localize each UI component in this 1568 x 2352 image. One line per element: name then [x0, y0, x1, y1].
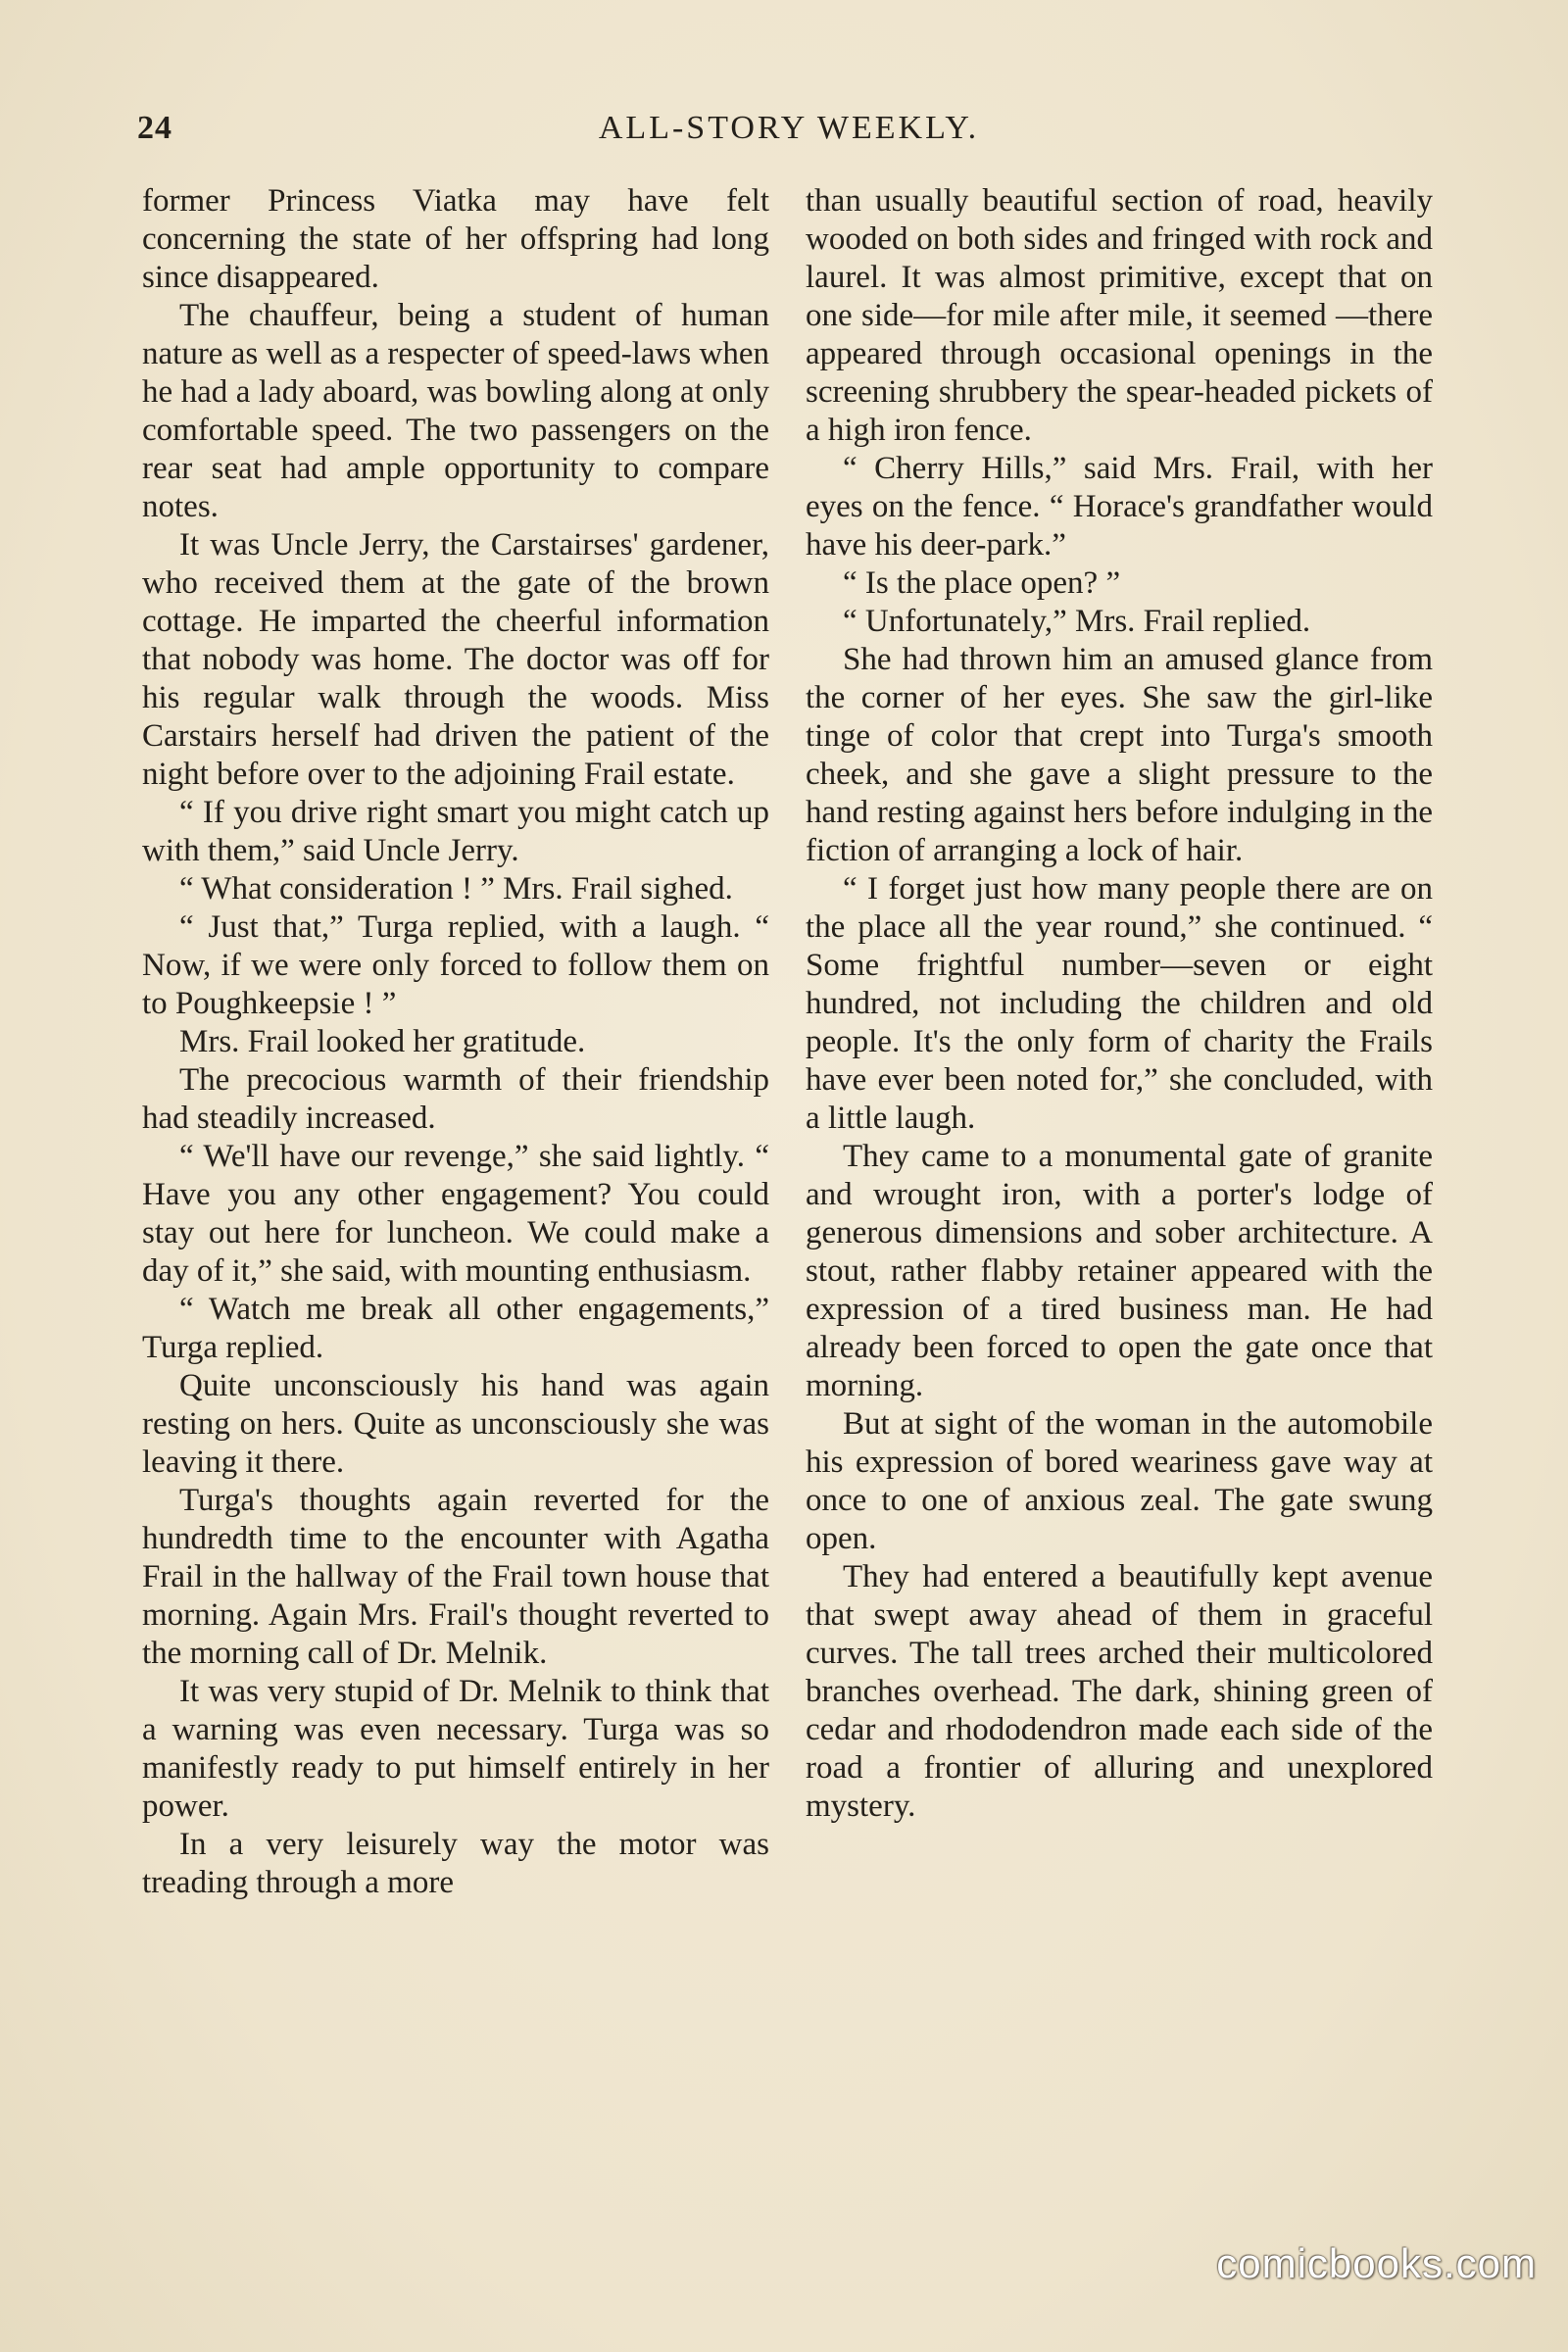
page-number: 24 — [137, 110, 172, 146]
paragraph: It was Uncle Jerry, the Carstairses' gardener, who received them at the gate of the brown cottage. He imparted the cheerful information that nobody was home. The doctor was off for his regular walk through the woods. Miss Carstairs herself had driven the patient of the night before over to the adjoining Frail estate. — [142, 527, 769, 792]
paragraph: The precocious warmth of their friendship had steadily increased. — [142, 1062, 769, 1136]
paragraph: than usually beautiful section of road, heavily wooded on both sides and fringed with rock and laurel. It was almost primitive, except that on one side—for mile after mile, it seemed —there appeared through occasional openings in the screening shrubbery the spear-headed pickets of a high iron fence. — [806, 183, 1433, 448]
paragraph: Turga's thoughts again reverted for the hundredth time to the encounter with Agatha Frail in the hallway of the Frail town house that morning. Again Mrs. Frail's thought reverted to the morning call of Dr. Melnik. — [142, 1483, 769, 1671]
paragraph: Mrs. Frail looked her gratitude. — [179, 1024, 586, 1059]
left-column — [142, 182, 769, 1902]
paragraph: “ Watch me break all other engagements,” Turga replied. — [142, 1292, 769, 1365]
paragraph: “ What consideration ! ” Mrs. Frail sighed. — [179, 871, 733, 906]
paragraph: The chauffeur, being a student of human nature as well as a respecter of speed-laws when he had a lady aboard, was bowling along at only comfortable speed. The two passengers on the rear seat had ample opportunity to compare notes. — [142, 298, 769, 524]
paragraph: former Princess Viatka may have felt concerning the state of her offspring had long since disappeared. — [142, 183, 769, 295]
paragraph: Quite unconsciously his hand was again resting on hers. Quite as unconsciously she was leaving it there. — [142, 1368, 769, 1480]
paragraph: “ I forget just how many people there are on the place all the year round,” she continued. “ Some frightful number—seven or eight hundred, not including the children and old people. It's the only form of charity the Frails have ever been noted for,” she concluded, with a little laugh. — [806, 871, 1433, 1136]
paragraph: “ If you drive right smart you might catch up with them,” said Uncle Jerry. — [142, 795, 769, 868]
watermark-logo: comicbooks.com — [1216, 2240, 1537, 2286]
paragraph: It was very stupid of Dr. Melnik to think that a warning was even necessary. Turga was so manifestly ready to put himself entirely in her power. — [142, 1674, 769, 1824]
right-column — [806, 182, 1433, 1826]
paragraph: They had entered a beautifully kept avenue that swept away ahead of them in graceful curves. The tall trees arched their multicolored branches overhead. The dark, shining green of cedar and rhododendron made each side of the road a frontier of alluring and unexplored mystery. — [806, 1559, 1433, 1824]
paragraph: She had thrown him an amused glance from the corner of her eyes. She saw the girl-like tinge of color that crept into Turga's smooth cheek, and she gave a slight pressure to the hand resting against hers before indulging in the fiction of arranging a lock of hair. — [806, 642, 1433, 868]
running-head: ALL-STORY WEEKLY. — [598, 110, 980, 146]
paragraph: “ We'll have our revenge,” she said lightly. “ Have you any other engagement? You could stay out here for luncheon. We could make a day of it,” she said, with mounting enthusiasm. — [142, 1139, 769, 1289]
paragraph: “ Just that,” Turga replied, with a laugh. “ Now, if we were only forced to follow them on to Poughkeepsie ! ” — [142, 909, 769, 1021]
page-header — [137, 110, 1441, 159]
paragraph: In a very leisurely way the motor was treading through a more — [142, 1827, 769, 1900]
paragraph: But at sight of the woman in the automobile his expression of bored weariness gave way at once to one of anxious zeal. The gate swung open. — [806, 1406, 1433, 1556]
paragraph: They came to a monumental gate of granite and wrought iron, with a porter's lodge of generous dimensions and sober architecture. A stout, rather flabby retainer appeared with the expression of a tired business man. He had already been forced to open the gate once that morning. — [806, 1139, 1433, 1403]
paragraph: “ Cherry Hills,” said Mrs. Frail, with her eyes on the fence. “ Horace's grandfather would have his deer-park.” — [806, 451, 1433, 563]
paragraph: “ Is the place open? ” — [843, 565, 1121, 601]
paragraph: “ Unfortunately,” Mrs. Frail replied. — [843, 604, 1311, 639]
